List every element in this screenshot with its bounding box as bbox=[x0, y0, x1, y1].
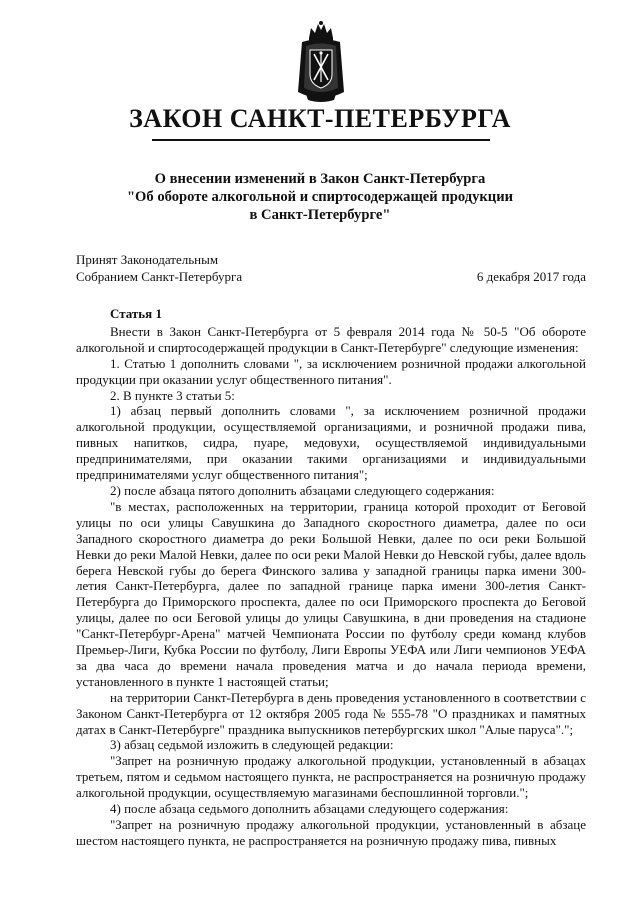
paragraph: 1) абзац первый дополнить словами ", за исключением розничной продажи алкогольной продукции, осуществляемой организациями, и розничной продажи пива, пивных напитков, сидра, пуаре, медовухи, осуществляемой индивидуальными предпринимателями, при оказании такими организациями и индивидуальными предпринимателями услуг общественного питания"; bbox=[76, 403, 586, 483]
subtitle-line: "Об обороте алкогольной и спиртосодержащей продукции bbox=[126, 189, 514, 205]
paragraph: 4) после абзаца седьмого дополнить абзацами следующего содержания: bbox=[110, 801, 509, 817]
coat-of-arms-icon bbox=[292, 20, 350, 104]
adoption-body bbox=[76, 251, 242, 285]
article-body bbox=[76, 306, 586, 849]
paragraph: 2) после абзаца пятого дополнить абзацами следующего содержания: bbox=[110, 482, 495, 498]
paragraph: "Запрет на розничную продажу алкогольной продукции, установленный в абзаце шестом настоящего пункта, не распространяется на розничную продажу пива, пивных bbox=[76, 817, 586, 848]
subtitle-line: в Санкт-Петербурге" bbox=[249, 207, 391, 223]
law-title: ЗАКОН САНКТ-ПЕТЕРБУРГА bbox=[129, 104, 511, 133]
paragraph: Внести в Закон Санкт-Петербурга от 5 февраля 2014 года № 50-5 "Об обороте алкогольной и спиртосодержащей продукции в Санкт-Петербурге" следующие изменения: bbox=[76, 323, 586, 355]
paragraph: "Запрет на розничную продажу алкогольной продукции, установленный в абзацах третьем, пятом и седьмом настоящего пункта, не распространяется на розничную продажу алкогольной продукции, осуществляемую магазинами беспошлинной торговли."; bbox=[76, 753, 586, 801]
adoption-line: Принят Законодательным bbox=[76, 252, 219, 267]
paragraph: "в местах, расположенных на территории, граница которой проходит от Беговой улицы по оси улицы Савушкина до Западного скоростного диаметра, далее по оси Западного скоростного диаметра до реки Большой Невки, далее по оси реки Большой Невки до реки Малой Невки, далее по оси реки Малой Невки до Невской губы, далее вдоль берега Невской губы до берега Финского залива у западной границы парка имени 300-летия Санкт-Петербурга, далее по западной границе парка имени 300-летия Санкт-Петербурга до Приморского проспекта, далее по оси Приморского проспекта до Беговой улицы, далее по оси Беговой улицы до улицы Савушкина, в дни проведения на стадионе "Санкт-Петербург-Арена" матчей Чемпионата России по футболу среди команд клубов Премьер-Лиги, Кубка России по футболу, Лиги Европы УЕФА или Лиги чемпионов УЕФА за два часа до времени начала проведения матча и до начала периода времени, установленного в пункте 1 настоящей статьи; bbox=[76, 498, 586, 689]
paragraph: на территории Санкт-Петербурга в день проведения установленного в соответствии с Законом Санкт-Петербурга от 12 октября 2005 года № 555-78 "О праздниках и памятных датах в Санкт-Петербурге" праздника выпускников петербургских школ "Алые паруса"."; bbox=[76, 689, 586, 737]
paragraph: 2. В пункте 3 статьи 5: bbox=[110, 387, 235, 403]
subtitle-line: О внесении изменений в Закон Санкт-Петербурга bbox=[154, 171, 486, 187]
adoption-line: Собранием Санкт-Петербурга bbox=[76, 269, 243, 284]
article-heading: Статья 1 bbox=[110, 306, 162, 321]
law-subtitle bbox=[60, 170, 580, 224]
adoption-date: 6 декабря 2017 года bbox=[476, 269, 586, 284]
title-underline bbox=[152, 139, 490, 141]
paragraph: 1. Статью 1 дополнить словами ", за исключением розничной продажи алкогольной продукции при оказании услуг общественного питания". bbox=[76, 355, 586, 387]
paragraph: 3) абзац седьмой изложить в следующей редакции: bbox=[110, 737, 394, 753]
